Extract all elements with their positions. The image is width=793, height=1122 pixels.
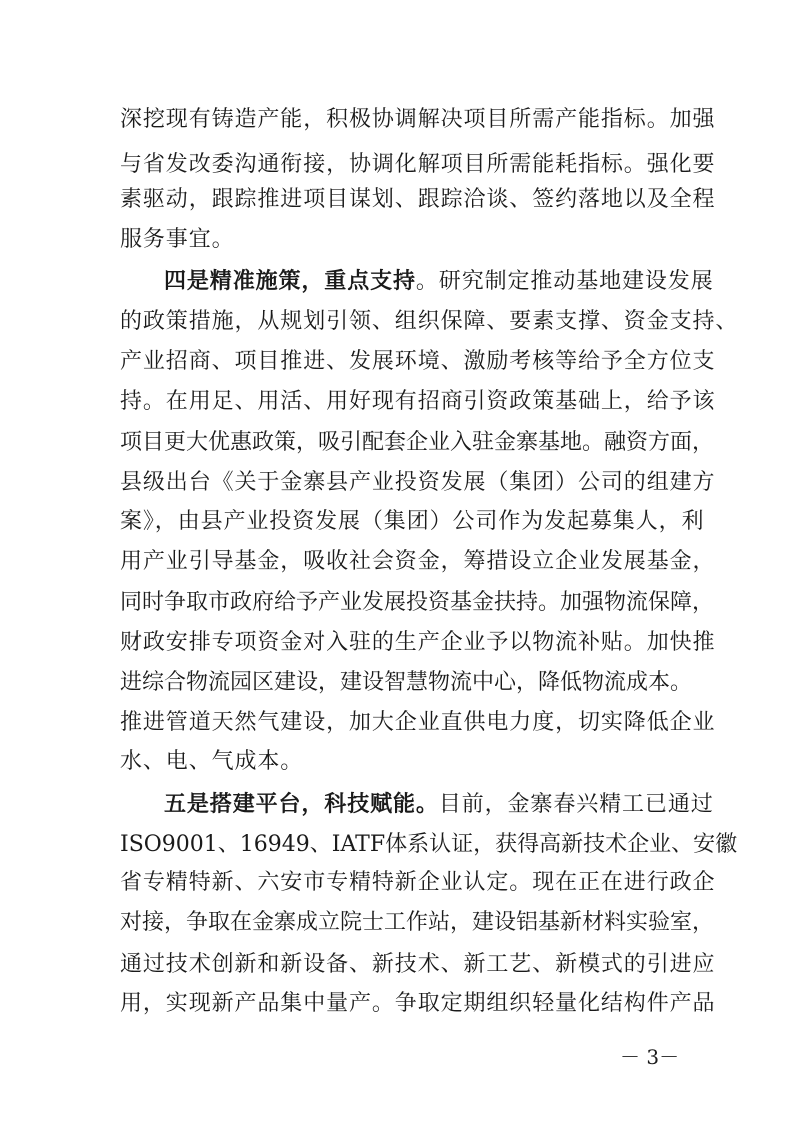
paragraph-line-15 <box>120 663 693 703</box>
line-text: ISO9001、16949、IATF体系认证，获得高新技术企业、安徽 <box>120 832 738 857</box>
line-text: 用产业引导基金，吸收社会资金，筹措设立企业发展基金， <box>120 549 716 574</box>
paragraph-line-13 <box>120 583 715 623</box>
paragraph-line-10 <box>120 463 716 503</box>
paragraph-line-23 <box>120 984 716 1024</box>
line-text: 与省发改委沟通衔接，协调化解项目所需能耗指标。强化要 <box>120 152 716 177</box>
paragraph-line-20 <box>120 863 716 903</box>
paragraph-line-9 <box>120 423 715 463</box>
line-text: 进综合物流园区建设，建设智慧物流中心，降低物流成本。 <box>120 670 693 695</box>
paragraph-line-22 <box>120 945 716 985</box>
paragraph-line-8 <box>120 382 716 422</box>
line-text: 省专精特新、六安市专精特新企业认定。现在正在进行政企 <box>120 870 716 895</box>
section-five-heading-line <box>164 785 714 825</box>
line-text: 。研究制定推动基地建设发展 <box>415 269 714 294</box>
paragraph-line-14 <box>120 623 716 663</box>
line-text: 服务事宜。 <box>120 227 235 252</box>
line-text: 推进管道天然气建设，加大企业直供电力度，切实降低企业 <box>120 710 716 735</box>
paragraph-line-11 <box>120 502 705 542</box>
line-text: 深挖现有铸造产能，积极协调解决项目所需产能指标。加强 <box>120 107 716 132</box>
line-text: 用，实现新产品集中量产。争取定期组织轻量化结构件产品 <box>120 991 716 1016</box>
paragraph-line-19 <box>120 825 738 865</box>
line-text: 通过技术创新和新设备、新技术、新工艺、新模式的引进应 <box>120 952 716 977</box>
section-four-heading-line <box>164 262 714 302</box>
paragraph-line-21 <box>120 903 715 943</box>
line-text: 财政安排专项资金对入驻的生产企业予以物流补贴。加快推 <box>120 630 716 655</box>
paragraph-line-7 <box>120 342 716 382</box>
paragraph-line-12 <box>120 542 716 582</box>
line-text: 项目更大优惠政策，吸引配套企业入驻金寨基地。融资方面， <box>120 430 715 455</box>
line-text: 产业招商、项目推进、发展环境、激励考核等给予全方位支 <box>120 349 716 374</box>
line-text: 目前，金寨春兴精工已通过 <box>438 792 714 817</box>
paragraph-line-4 <box>120 220 680 260</box>
paragraph-line-1 <box>120 100 716 140</box>
paragraph-line-17 <box>120 742 680 782</box>
paragraph-line-2 <box>120 145 716 185</box>
section-heading: 五是搭建平台，科技赋能。 <box>164 792 439 817</box>
line-text: 水、电、气成本。 <box>120 749 304 774</box>
line-text: 对接，争取在金寨成立院士工作站，建设铝基新材料实验室， <box>120 910 715 935</box>
line-text: 素驱动，跟踪推进项目谋划、跟踪洽谈、签约落地以及全程 <box>120 187 716 212</box>
paragraph-line-3 <box>120 180 716 220</box>
line-text: 案》，由县产业投资发展（集团）公司作为发起募集人，利 <box>120 509 705 534</box>
section-heading: 四是精准施策，重点支持 <box>164 269 416 294</box>
page-number: － 3－ <box>620 1045 680 1069</box>
line-text: 的政策措施，从规划引领、组织保障、要素支撑、资金支持、 <box>120 309 739 334</box>
paragraph-line-16 <box>120 703 716 743</box>
line-text: 同时争取市政府给予产业发展投资基金扶持。加强物流保障， <box>120 590 715 615</box>
line-text: 持。在用足、用活、用好现有招商引资政策基础上，给予该 <box>120 389 716 414</box>
paragraph-line-6 <box>120 302 739 342</box>
line-text: 县级出台《关于金寨县产业投资发展（集团）公司的组建方 <box>120 470 716 495</box>
